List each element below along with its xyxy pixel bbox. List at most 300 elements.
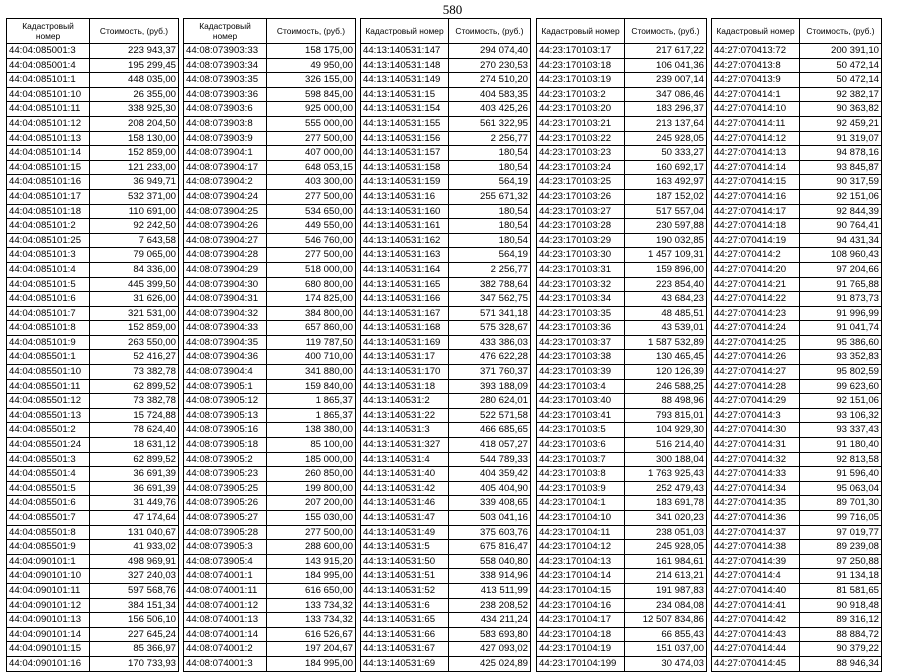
cadastral-number-cell: 44:04:085501:24 xyxy=(7,438,90,453)
cost-cell: 252 479,43 xyxy=(625,481,707,496)
cadastral-number-cell: 44:13:140531:149 xyxy=(361,73,449,88)
cadastral-number-cell: 44:23:170103:4 xyxy=(537,379,625,394)
table-row xyxy=(184,394,356,409)
table-row xyxy=(537,335,707,350)
cost-cell: 1 457 109,31 xyxy=(625,248,707,263)
cadastral-number-cell: 44:23:170103:25 xyxy=(537,175,625,190)
cadastral-number-cell: 44:08:074001:3 xyxy=(184,656,267,671)
table-row xyxy=(184,569,356,584)
cost-cell: 110 691,00 xyxy=(90,204,179,219)
cadastral-number-cell: 44:08:073905:4 xyxy=(184,554,267,569)
table-row xyxy=(712,350,882,365)
cadastral-number-cell: 44:23:170103:20 xyxy=(537,102,625,117)
cadastral-number-cell: 44:04:085501:2 xyxy=(7,423,90,438)
cost-cell: 326 155,00 xyxy=(267,73,356,88)
table-row xyxy=(712,569,882,584)
table-row xyxy=(361,408,531,423)
table-row xyxy=(537,292,707,307)
cadastral-number-cell: 44:27:070414:31 xyxy=(712,438,800,453)
table-row xyxy=(184,58,356,73)
table-row xyxy=(537,58,707,73)
cost-cell: 66 855,43 xyxy=(625,627,707,642)
cadastral-number-cell: 44:08:073905:28 xyxy=(184,525,267,540)
cadastral-number-cell: 44:08:073904:36 xyxy=(184,350,267,365)
table-row xyxy=(537,116,707,131)
cadastral-number-cell: 44:04:085101:5 xyxy=(7,277,90,292)
table-row xyxy=(184,467,356,482)
table-row xyxy=(184,175,356,190)
table-row xyxy=(537,467,707,482)
cost-cell: 130 465,45 xyxy=(625,350,707,365)
table-row xyxy=(537,189,707,204)
cadastral-number-cell: 44:08:073905:23 xyxy=(184,467,267,482)
cadastral-number-cell: 44:23:170103:36 xyxy=(537,321,625,336)
header-cadastral-number: Кадастровый номер xyxy=(7,19,90,44)
cadastral-number-cell: 44:23:170104:15 xyxy=(537,583,625,598)
cadastral-number-cell: 44:23:170103:18 xyxy=(537,58,625,73)
cost-cell: 159 896,00 xyxy=(625,262,707,277)
cost-cell: 94 878,16 xyxy=(800,146,882,161)
cost-cell: 555 000,00 xyxy=(267,116,356,131)
cadastral-number-cell: 44:04:090101:12 xyxy=(7,598,90,613)
table-row xyxy=(184,423,356,438)
table-row xyxy=(361,583,531,598)
cost-cell: 516 214,40 xyxy=(625,438,707,453)
cadastral-number-cell: 44:04:085101:7 xyxy=(7,306,90,321)
cost-cell: 174 825,00 xyxy=(267,292,356,307)
table-row xyxy=(184,262,356,277)
cost-cell: 73 382,78 xyxy=(90,394,179,409)
cadastral-number-cell: 44:13:140531:52 xyxy=(361,583,449,598)
table-row xyxy=(712,511,882,526)
cost-cell: 384 800,00 xyxy=(267,306,356,321)
table-row xyxy=(712,423,882,438)
table-row xyxy=(712,467,882,482)
cadastral-number-cell: 44:04:085501:5 xyxy=(7,481,90,496)
cadastral-number-cell: 44:13:140531:67 xyxy=(361,642,449,657)
cadastral-number-cell: 44:23:170103:24 xyxy=(537,160,625,175)
cadastral-number-cell: 44:04:085101:25 xyxy=(7,233,90,248)
cost-cell: 280 624,01 xyxy=(449,394,531,409)
cost-cell: 680 800,00 xyxy=(267,277,356,292)
cost-cell: 90 918,48 xyxy=(800,598,882,613)
cadastral-number-cell: 44:04:085501:8 xyxy=(7,525,90,540)
cost-cell: 413 511,99 xyxy=(449,583,531,598)
cost-cell: 575 328,67 xyxy=(449,321,531,336)
cadastral-number-cell: 44:04:085101:16 xyxy=(7,175,90,190)
cost-cell: 338 925,30 xyxy=(90,102,179,117)
table-row xyxy=(361,204,531,219)
table-row xyxy=(361,525,531,540)
cost-cell: 31 626,00 xyxy=(90,292,179,307)
cadastral-number-cell: 44:08:074001:1 xyxy=(184,569,267,584)
cost-cell: 133 734,32 xyxy=(267,598,356,613)
cadastral-number-cell: 44:27:070414:25 xyxy=(712,335,800,350)
cadastral-number-cell: 44:27:070413:8 xyxy=(712,58,800,73)
table-row xyxy=(712,277,882,292)
cadastral-number-cell: 44:08:073905:2 xyxy=(184,452,267,467)
table-row xyxy=(184,350,356,365)
table-row xyxy=(7,204,179,219)
cadastral-number-cell: 44:13:140531:158 xyxy=(361,160,449,175)
table-row xyxy=(184,656,356,671)
table-row xyxy=(537,248,707,263)
cost-cell: 88 884,72 xyxy=(800,627,882,642)
cadastral-number-cell: 44:23:170103:8 xyxy=(537,467,625,482)
cost-cell: 517 557,04 xyxy=(625,204,707,219)
table-row xyxy=(7,598,179,613)
cost-cell: 191 987,83 xyxy=(625,583,707,598)
cost-cell: 85 366,97 xyxy=(90,642,179,657)
table-row xyxy=(712,219,882,234)
cost-cell: 403 300,00 xyxy=(267,175,356,190)
table-row xyxy=(361,146,531,161)
cadastral-number-cell: 44:04:085501:4 xyxy=(7,467,90,482)
table-row xyxy=(184,146,356,161)
cost-cell: 47 174,64 xyxy=(90,511,179,526)
table-row xyxy=(361,394,531,409)
cost-cell: 583 693,80 xyxy=(449,627,531,642)
cadastral-number-cell: 44:04:085501:9 xyxy=(7,540,90,555)
cadastral-number-cell: 44:23:170104:12 xyxy=(537,540,625,555)
cost-cell: 97 250,88 xyxy=(800,554,882,569)
cost-cell: 544 789,33 xyxy=(449,452,531,467)
next-page-text-fragment xyxy=(0,628,905,640)
cost-cell: 476 622,28 xyxy=(449,350,531,365)
cost-cell: 99 623,60 xyxy=(800,379,882,394)
cadastral-number-cell: 44:23:170103:41 xyxy=(537,408,625,423)
cadastral-number-cell: 44:23:170103:37 xyxy=(537,335,625,350)
cost-cell: 405 404,90 xyxy=(449,481,531,496)
table-row xyxy=(7,540,179,555)
table-row xyxy=(7,277,179,292)
cadastral-number-cell: 44:27:070414:20 xyxy=(712,262,800,277)
table-row xyxy=(361,365,531,380)
cadastral-number-cell: 44:27:070414:40 xyxy=(712,583,800,598)
table-row xyxy=(184,496,356,511)
table-row xyxy=(184,277,356,292)
table-row xyxy=(7,554,179,569)
cost-cell: 239 007,14 xyxy=(625,73,707,88)
cost-cell: 73 382,78 xyxy=(90,365,179,380)
table-row xyxy=(184,408,356,423)
table-row xyxy=(537,365,707,380)
cost-cell: 79 065,00 xyxy=(90,248,179,263)
cadastral-number-cell: 44:04:090101:13 xyxy=(7,613,90,628)
table-row xyxy=(7,219,179,234)
cadastral-number-cell: 44:27:070414:10 xyxy=(712,102,800,117)
table-row xyxy=(712,438,882,453)
cadastral-number-cell: 44:13:140531:40 xyxy=(361,467,449,482)
cost-cell: 255 671,32 xyxy=(449,189,531,204)
cadastral-number-cell: 44:13:140531:51 xyxy=(361,569,449,584)
cost-cell: 120 126,39 xyxy=(625,365,707,380)
cadastral-number-cell: 44:27:070414:37 xyxy=(712,525,800,540)
cadastral-number-cell: 44:04:085501:6 xyxy=(7,496,90,511)
cost-cell: 155 030,00 xyxy=(267,511,356,526)
cost-cell: 347 086,46 xyxy=(625,87,707,102)
cadastral-number-cell: 44:08:073903:6 xyxy=(184,102,267,117)
cost-cell: 48 485,51 xyxy=(625,306,707,321)
table-row xyxy=(184,554,356,569)
cost-cell: 91 873,73 xyxy=(800,292,882,307)
cost-cell: 321 531,00 xyxy=(90,306,179,321)
cost-cell: 131 040,67 xyxy=(90,525,179,540)
table-row xyxy=(712,146,882,161)
cost-cell: 159 840,00 xyxy=(267,379,356,394)
table-row xyxy=(537,219,707,234)
cost-cell: 36 691,39 xyxy=(90,467,179,482)
table-row xyxy=(712,613,882,628)
cadastral-number-cell: 44:27:070414:27 xyxy=(712,365,800,380)
cadastral-number-cell: 44:08:073905:26 xyxy=(184,496,267,511)
table-row xyxy=(537,496,707,511)
table-row xyxy=(184,321,356,336)
cost-cell: 18 631,12 xyxy=(90,438,179,453)
table-row xyxy=(361,292,531,307)
cadastral-number-cell: 44:27:070414:43 xyxy=(712,627,800,642)
table-row xyxy=(361,540,531,555)
cadastral-number-cell: 44:08:074001:12 xyxy=(184,598,267,613)
table-row xyxy=(7,496,179,511)
table-row xyxy=(361,248,531,263)
cost-cell: 327 240,03 xyxy=(90,569,179,584)
cadastral-number-cell: 44:13:140531:47 xyxy=(361,511,449,526)
cost-cell: 88 498,96 xyxy=(625,394,707,409)
cadastral-number-cell: 44:23:170104:11 xyxy=(537,525,625,540)
cost-cell: 1 763 925,43 xyxy=(625,467,707,482)
cadastral-number-cell: 44:13:140531:148 xyxy=(361,58,449,73)
cost-cell: 133 734,32 xyxy=(267,613,356,628)
cadastral-number-cell: 44:13:140531:168 xyxy=(361,321,449,336)
cadastral-number-cell: 44:13:140531:164 xyxy=(361,262,449,277)
cadastral-number-cell: 44:23:170103:31 xyxy=(537,262,625,277)
cadastral-number-cell: 44:04:085101:14 xyxy=(7,146,90,161)
cost-cell: 50 472,14 xyxy=(800,58,882,73)
cadastral-number-cell: 44:27:070414:36 xyxy=(712,511,800,526)
cadastral-number-cell: 44:08:073904:2 xyxy=(184,175,267,190)
cadastral-number-cell: 44:08:073904:26 xyxy=(184,219,267,234)
table-row xyxy=(7,452,179,467)
cost-cell: 180,54 xyxy=(449,160,531,175)
cadastral-number-cell: 44:13:140531:50 xyxy=(361,554,449,569)
cost-cell: 151 037,00 xyxy=(625,642,707,657)
cadastral-number-cell: 44:27:070414:39 xyxy=(712,554,800,569)
cadastral-number-cell: 44:23:170103:29 xyxy=(537,233,625,248)
table-row xyxy=(7,423,179,438)
cadastral-number-cell: 44:04:085101:2 xyxy=(7,219,90,234)
cadastral-number-cell: 44:04:090101:10 xyxy=(7,569,90,584)
cadastral-number-cell: 44:08:073904:28 xyxy=(184,248,267,263)
cost-cell: 418 057,27 xyxy=(449,438,531,453)
cadastral-number-cell: 44:04:085101:3 xyxy=(7,248,90,263)
table-row xyxy=(7,379,179,394)
table-row xyxy=(7,642,179,657)
cadastral-number-cell: 44:08:074001:2 xyxy=(184,642,267,657)
cost-cell: 1 587 532,89 xyxy=(625,335,707,350)
table-row xyxy=(7,306,179,321)
table-row xyxy=(361,438,531,453)
cost-cell: 288 600,00 xyxy=(267,540,356,555)
cadastral-number-cell: 44:27:070414:30 xyxy=(712,423,800,438)
table-row xyxy=(184,583,356,598)
cadastral-number-cell: 44:23:170104:199 xyxy=(537,656,625,671)
table-row xyxy=(7,175,179,190)
cadastral-number-cell: 44:13:140531:3 xyxy=(361,423,449,438)
table-row xyxy=(712,540,882,555)
cadastral-number-cell: 44:27:070414:38 xyxy=(712,540,800,555)
table-row xyxy=(712,160,882,175)
cost-cell: 425 024,89 xyxy=(449,656,531,671)
cadastral-number-cell: 44:08:073904:4 xyxy=(184,365,267,380)
cadastral-number-cell: 44:04:085101:17 xyxy=(7,189,90,204)
cost-cell: 158 130,00 xyxy=(90,131,179,146)
cadastral-number-cell: 44:04:085501:11 xyxy=(7,379,90,394)
cost-cell: 246 588,25 xyxy=(625,379,707,394)
table-row xyxy=(712,656,882,671)
cadastral-number-cell: 44:23:170103:19 xyxy=(537,73,625,88)
table-row xyxy=(184,116,356,131)
cadastral-number-cell: 44:13:140531:167 xyxy=(361,306,449,321)
cadastral-table-5 xyxy=(711,18,882,672)
cadastral-number-cell: 44:23:170103:35 xyxy=(537,306,625,321)
table-row xyxy=(7,233,179,248)
cadastral-number-cell: 44:04:085101:13 xyxy=(7,131,90,146)
cost-cell: 534 650,00 xyxy=(267,204,356,219)
table-row xyxy=(712,642,882,657)
table-row xyxy=(712,365,882,380)
cadastral-number-cell: 44:27:070413:9 xyxy=(712,73,800,88)
cost-cell: 143 915,20 xyxy=(267,554,356,569)
cost-cell: 121 233,00 xyxy=(90,160,179,175)
cadastral-number-cell: 44:27:070414:18 xyxy=(712,219,800,234)
cost-cell: 41 933,02 xyxy=(90,540,179,555)
cadastral-table-1 xyxy=(6,18,179,672)
table-row xyxy=(361,116,531,131)
cost-cell: 12 507 834,86 xyxy=(625,613,707,628)
cadastral-number-cell: 44:08:073904:27 xyxy=(184,233,267,248)
table-row xyxy=(7,511,179,526)
cost-cell: 92 151,06 xyxy=(800,189,882,204)
table-row xyxy=(184,452,356,467)
cost-cell: 657 860,00 xyxy=(267,321,356,336)
cost-cell: 97 019,77 xyxy=(800,525,882,540)
cost-cell: 15 724,88 xyxy=(90,408,179,423)
cost-cell: 7 643,58 xyxy=(90,233,179,248)
table-row xyxy=(7,467,179,482)
cadastral-number-cell: 44:27:070414:16 xyxy=(712,189,800,204)
table-row xyxy=(537,598,707,613)
table-row xyxy=(361,613,531,628)
cost-cell: 393 188,09 xyxy=(449,379,531,394)
cadastral-number-cell: 44:13:140531:6 xyxy=(361,598,449,613)
table-row xyxy=(184,598,356,613)
cadastral-number-cell: 44:13:140531:170 xyxy=(361,365,449,380)
table-row xyxy=(537,642,707,657)
cadastral-number-cell: 44:27:070414:28 xyxy=(712,379,800,394)
table-row xyxy=(361,175,531,190)
table-row xyxy=(361,467,531,482)
cadastral-number-cell: 44:13:140531:159 xyxy=(361,175,449,190)
cadastral-number-cell: 44:23:170103:32 xyxy=(537,277,625,292)
cost-cell: 338 914,96 xyxy=(449,569,531,584)
cadastral-number-cell: 44:08:073905:18 xyxy=(184,438,267,453)
header-cadastral-number: Кадастровый номер xyxy=(537,19,625,44)
cadastral-number-cell: 44:13:140531:46 xyxy=(361,496,449,511)
cadastral-number-cell: 44:23:170103:6 xyxy=(537,438,625,453)
cost-cell: 90 379,22 xyxy=(800,642,882,657)
cost-cell: 183 691,78 xyxy=(625,496,707,511)
cadastral-number-cell: 44:08:073905:27 xyxy=(184,511,267,526)
cadastral-number-cell: 44:13:140531:5 xyxy=(361,540,449,555)
table-row xyxy=(361,554,531,569)
cost-cell: 404 583,35 xyxy=(449,87,531,102)
cadastral-number-cell: 44:08:073904:30 xyxy=(184,277,267,292)
cost-cell: 449 550,00 xyxy=(267,219,356,234)
cadastral-number-cell: 44:13:140531:16 xyxy=(361,189,449,204)
cadastral-number-cell: 44:27:070414:15 xyxy=(712,175,800,190)
cadastral-number-cell: 44:23:170103:40 xyxy=(537,394,625,409)
page-number: 580 xyxy=(442,2,463,17)
cadastral-number-cell: 44:23:170103:26 xyxy=(537,189,625,204)
table-row xyxy=(712,335,882,350)
table-row xyxy=(7,146,179,161)
cost-cell: 89 316,12 xyxy=(800,613,882,628)
table-row xyxy=(361,642,531,657)
cadastral-number-cell: 44:23:170103:22 xyxy=(537,131,625,146)
cost-cell: 199 800,00 xyxy=(267,481,356,496)
cost-cell: 403 425,26 xyxy=(449,102,531,117)
cost-cell: 245 928,05 xyxy=(625,131,707,146)
cadastral-number-cell: 44:13:140531:22 xyxy=(361,408,449,423)
cost-cell: 558 040,80 xyxy=(449,554,531,569)
cost-cell: 180,54 xyxy=(449,219,531,234)
cost-cell: 50 472,14 xyxy=(800,73,882,88)
cost-cell: 466 685,65 xyxy=(449,423,531,438)
cost-cell: 91 041,74 xyxy=(800,321,882,336)
cost-cell: 158 175,00 xyxy=(267,44,356,59)
cadastral-number-cell: 44:27:070414:4 xyxy=(712,569,800,584)
table-row xyxy=(537,146,707,161)
cadastral-number-cell: 44:08:073903:36 xyxy=(184,87,267,102)
table-row xyxy=(537,408,707,423)
cadastral-number-cell: 44:13:140531:2 xyxy=(361,394,449,409)
cost-cell: 99 716,05 xyxy=(800,511,882,526)
table-row xyxy=(7,656,179,671)
cost-cell: 277 500,00 xyxy=(267,189,356,204)
header-cost: Стоимость, (руб.) xyxy=(267,19,356,44)
cost-cell: 522 571,58 xyxy=(449,408,531,423)
cost-cell: 532 371,00 xyxy=(90,189,179,204)
cadastral-number-cell: 44:04:085101:12 xyxy=(7,116,90,131)
table-row xyxy=(361,306,531,321)
table-row xyxy=(7,73,179,88)
cadastral-number-cell: 44:08:073904:17 xyxy=(184,160,267,175)
table-row xyxy=(712,248,882,263)
cost-cell: 277 500,00 xyxy=(267,248,356,263)
cost-cell: 371 760,37 xyxy=(449,365,531,380)
cost-cell: 445 399,50 xyxy=(90,277,179,292)
cost-cell: 597 568,76 xyxy=(90,583,179,598)
table-row xyxy=(7,569,179,584)
cadastral-number-cell: 44:04:085501:1 xyxy=(7,350,90,365)
cost-cell: 88 946,34 xyxy=(800,656,882,671)
cost-cell: 263 550,00 xyxy=(90,335,179,350)
cost-cell: 407 000,00 xyxy=(267,146,356,161)
cost-cell: 97 204,66 xyxy=(800,262,882,277)
cadastral-number-cell: 44:23:170104:16 xyxy=(537,598,625,613)
cost-cell: 91 134,18 xyxy=(800,569,882,584)
